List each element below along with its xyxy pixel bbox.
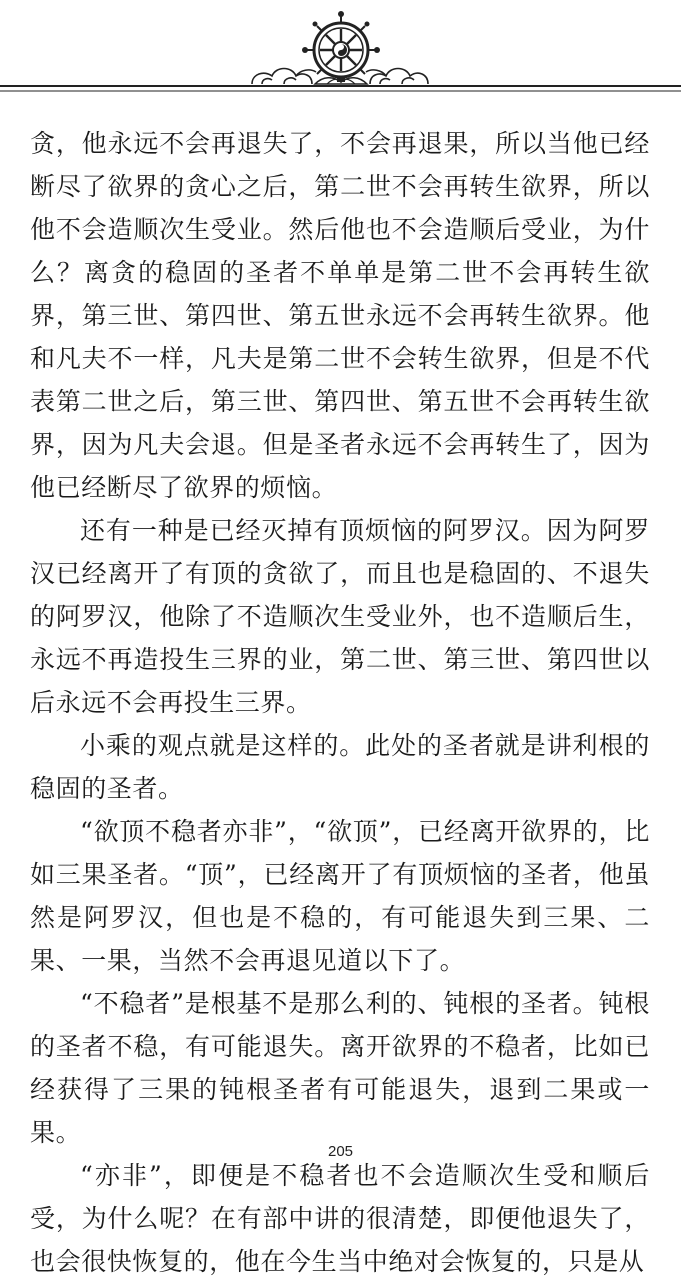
paragraph-4: “欲顶不稳者亦非”，“欲顶”，已经离开欲界的，比如三果圣者。“顶”，已经离开了有顶烦恼的圣者，他虽然是阿罗汉，但也是不稳的，有可能退失到三果、二果、一果，当然不会再退见道以下了。 bbox=[30, 817, 650, 975]
dharma-wheel-icon bbox=[302, 11, 380, 84]
page-header-ornament bbox=[0, 0, 681, 110]
paragraph-5: “不稳者”是根基不是那么利的、钝根的圣者。钝根的圣者不稳，有可能退失。离开欲界的不稳者，比如已经获得了三果的钝根圣者有可能退失，退到二果或一果。 bbox=[30, 989, 650, 1147]
paragraph-3: 小乘的观点就是这样的。此处的圣者就是讲利根的稳固的圣者。 bbox=[30, 731, 650, 803]
paragraph-6: “亦非”，即便是不稳者也不会造顺次生受和顺后受，为什么呢？在有部中讲的很清楚，即便他退失了，也会很快恢复的，他在今生当中绝对会恢复的，只是从 bbox=[30, 1161, 650, 1276]
paragraph-1: 贪，他永远不会再退失了，不会再退果，所以当他已经断尽了欲界的贪心之后，第二世不会再转生欲界，所以他不会造顺次生受业。然后他也不会造顺后受业，为什么？离贪的稳固的圣者不单单是第二世不会再转生欲界，第三世、第四世、第五世永远不会再转生欲界。他和凡夫不一样，凡夫是第二世不会转生欲界，但是不代表第二世之后，第三世、第四世、第五世不会再转生欲界，因为凡夫会退。但是圣者永远不会再转生了，因为他已经断尽了欲界的烦恼。 bbox=[30, 129, 650, 502]
paragraph-2: 还有一种是已经灭掉有顶烦恼的阿罗汉。因为阿罗汉已经离开了有顶的贪欲了，而且也是稳固的、不退失的阿罗汉，他除了不造顺次生受业外，也不造顺后生，永远不再造投生三界的业，第二世、第三世、第四世以后永远不会再投生三界。 bbox=[30, 516, 650, 717]
cloud-ornament-right-icon bbox=[366, 69, 428, 85]
header-rule bbox=[0, 86, 681, 91]
cloud-ornament-left-icon bbox=[252, 69, 316, 85]
body-text bbox=[30, 122, 650, 1283]
page-number: 205 bbox=[327, 1143, 354, 1160]
